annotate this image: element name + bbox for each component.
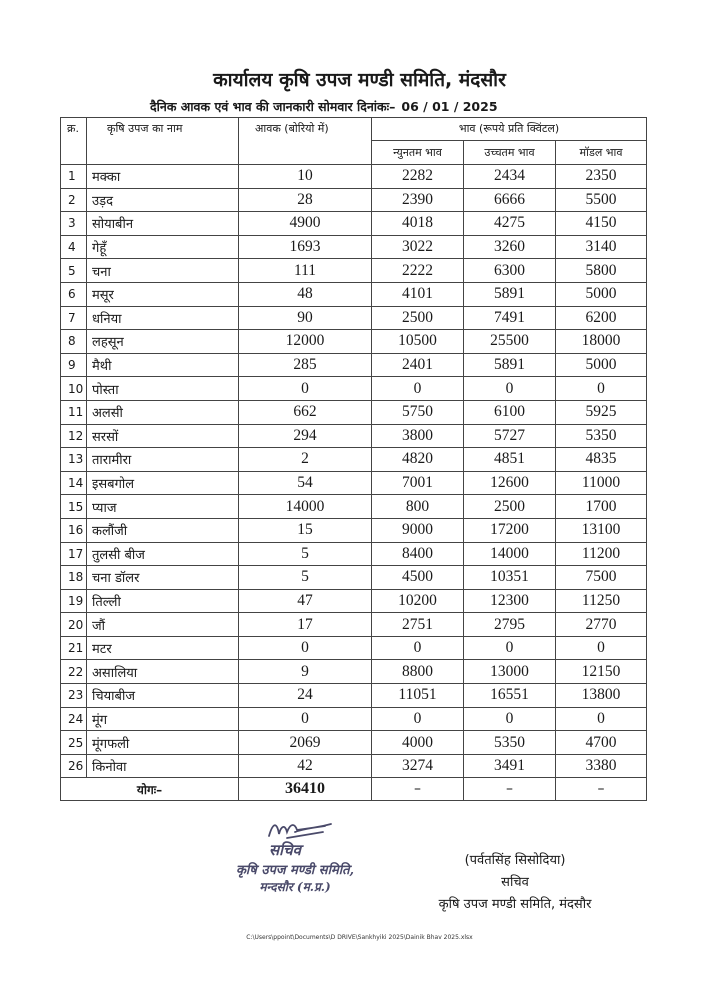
total-row — [61, 778, 647, 801]
cell-max-price: 7491 — [464, 306, 556, 330]
cell-modal-price: 5800 — [556, 259, 647, 283]
cell-modal-price: 13100 — [556, 518, 647, 542]
cell-crop-name: किनोवा — [87, 754, 239, 778]
table-row — [61, 731, 647, 755]
signatory-name: (पर्वतसिंह सिसोदिया) — [464, 853, 566, 868]
total-max: – — [464, 778, 556, 801]
cell-crop-name: गेहूँ — [87, 235, 239, 259]
cell-max-price: 10351 — [464, 566, 556, 590]
cell-modal-price: 12150 — [556, 660, 647, 684]
cell-modal-price: 3140 — [556, 235, 647, 259]
cell-modal-price: 0 — [556, 377, 647, 401]
cell-max-price: 17200 — [464, 518, 556, 542]
cell-arrival: 1693 — [239, 235, 372, 259]
cell-arrival: 17 — [239, 613, 372, 637]
cell-max-price: 2500 — [464, 495, 556, 519]
cell-min-price: 4000 — [372, 731, 464, 755]
table-row — [61, 613, 647, 637]
cell-modal-price: 5350 — [556, 424, 647, 448]
cell-modal-price: 5925 — [556, 400, 647, 424]
table-row — [61, 448, 647, 472]
cell-min-price: 2222 — [372, 259, 464, 283]
cell-modal-price: 11250 — [556, 589, 647, 613]
cell-modal-price: 6200 — [556, 306, 647, 330]
cell-arrival: 90 — [239, 306, 372, 330]
cell-sno: 25 — [61, 731, 87, 755]
cell-max-price: 2434 — [464, 165, 556, 189]
cell-min-price: 10500 — [372, 330, 464, 354]
cell-min-price: 3800 — [372, 424, 464, 448]
cell-sno: 9 — [61, 353, 87, 377]
cell-arrival: 294 — [239, 424, 372, 448]
cell-min-price: 2751 — [372, 613, 464, 637]
col-header-sno: क्र. — [61, 118, 87, 165]
table-row — [61, 542, 647, 566]
cell-min-price: 4820 — [372, 448, 464, 472]
total-label: योगः– — [61, 778, 239, 801]
cell-max-price: 25500 — [464, 330, 556, 354]
cell-sno: 1 — [61, 165, 87, 189]
cell-sno: 12 — [61, 424, 87, 448]
table-row — [61, 495, 647, 519]
col-header-name: कृषि उपज का नाम — [87, 118, 239, 165]
cell-arrival: 0 — [239, 636, 372, 660]
cell-modal-price: 18000 — [556, 330, 647, 354]
cell-modal-price: 0 — [556, 636, 647, 660]
total-modal: – — [556, 778, 647, 801]
cell-min-price: 0 — [372, 377, 464, 401]
cell-sno: 17 — [61, 542, 87, 566]
cell-max-price: 4851 — [464, 448, 556, 472]
cell-arrival: 9 — [239, 660, 372, 684]
cell-min-price: 8800 — [372, 660, 464, 684]
cell-arrival: 47 — [239, 589, 372, 613]
cell-max-price: 5727 — [464, 424, 556, 448]
cell-max-price: 12300 — [464, 589, 556, 613]
table-row — [61, 306, 647, 330]
signatory-block — [410, 850, 620, 916]
cell-crop-name: तारामीरा — [87, 448, 239, 472]
cell-modal-price: 4150 — [556, 212, 647, 236]
col-header-min: न्युनतम भाव — [372, 141, 464, 165]
stamp-line-2: कृषि उपज मण्डी समिति, — [235, 863, 355, 878]
cell-modal-price: 2350 — [556, 165, 647, 189]
total-min: – — [372, 778, 464, 801]
cell-modal-price: 3380 — [556, 754, 647, 778]
table-row — [61, 377, 647, 401]
cell-modal-price: 11000 — [556, 471, 647, 495]
table-row — [61, 566, 647, 590]
cell-min-price: 5750 — [372, 400, 464, 424]
cell-modal-price: 5000 — [556, 282, 647, 306]
cell-sno: 7 — [61, 306, 87, 330]
cell-arrival: 14000 — [239, 495, 372, 519]
cell-sno: 14 — [61, 471, 87, 495]
cell-sno: 2 — [61, 188, 87, 212]
table-row — [61, 471, 647, 495]
cell-min-price: 2390 — [372, 188, 464, 212]
cell-arrival: 28 — [239, 188, 372, 212]
cell-crop-name: असालिया — [87, 660, 239, 684]
cell-max-price: 12600 — [464, 471, 556, 495]
table-row — [61, 353, 647, 377]
cell-max-price: 5891 — [464, 353, 556, 377]
table-row — [61, 684, 647, 708]
page-title: कार्यालय कृषि उपज मण्डी समिति, मंदसौर — [213, 69, 506, 91]
cell-modal-price: 5000 — [556, 353, 647, 377]
total-arrival: 36410 — [239, 778, 372, 801]
cell-max-price: 14000 — [464, 542, 556, 566]
cell-min-price: 11051 — [372, 684, 464, 708]
table-row — [61, 424, 647, 448]
cell-arrival: 2 — [239, 448, 372, 472]
cell-sno: 11 — [61, 400, 87, 424]
cell-max-price: 0 — [464, 707, 556, 731]
cell-crop-name: चियाबीज — [87, 684, 239, 708]
cell-arrival: 0 — [239, 707, 372, 731]
cell-sno: 5 — [61, 259, 87, 283]
cell-sno: 6 — [61, 282, 87, 306]
cell-sno: 19 — [61, 589, 87, 613]
report-subtitle — [150, 98, 630, 115]
cell-modal-price: 0 — [556, 707, 647, 731]
cell-crop-name: चना — [87, 259, 239, 283]
cell-modal-price: 5500 — [556, 188, 647, 212]
cell-arrival: 0 — [239, 377, 372, 401]
cell-arrival: 5 — [239, 542, 372, 566]
cell-crop-name: प्याज — [87, 495, 239, 519]
cell-arrival: 2069 — [239, 731, 372, 755]
cell-arrival: 54 — [239, 471, 372, 495]
cell-modal-price: 13800 — [556, 684, 647, 708]
cell-min-price: 2500 — [372, 306, 464, 330]
table-row — [61, 707, 647, 731]
cell-crop-name: जौं — [87, 613, 239, 637]
cell-sno: 13 — [61, 448, 87, 472]
cell-arrival: 111 — [239, 259, 372, 283]
cell-arrival: 4900 — [239, 212, 372, 236]
cell-min-price: 8400 — [372, 542, 464, 566]
cell-min-price: 0 — [372, 636, 464, 660]
table-row — [61, 589, 647, 613]
cell-modal-price: 7500 — [556, 566, 647, 590]
cell-sno: 3 — [61, 212, 87, 236]
cell-min-price: 2282 — [372, 165, 464, 189]
cell-min-price: 4101 — [372, 282, 464, 306]
cell-max-price: 6300 — [464, 259, 556, 283]
table-row — [61, 235, 647, 259]
table-row — [61, 754, 647, 778]
cell-modal-price: 4700 — [556, 731, 647, 755]
cell-arrival: 42 — [239, 754, 372, 778]
cell-modal-price: 2770 — [556, 613, 647, 637]
cell-crop-name: मटर — [87, 636, 239, 660]
cell-modal-price: 11200 — [556, 542, 647, 566]
col-header-arrival: आवक (बोरियो में) — [239, 118, 372, 165]
cell-max-price: 4275 — [464, 212, 556, 236]
table-row — [61, 400, 647, 424]
cell-sno: 4 — [61, 235, 87, 259]
cell-max-price: 5891 — [464, 282, 556, 306]
table-row — [61, 188, 647, 212]
cell-crop-name: पोस्ता — [87, 377, 239, 401]
cell-arrival: 48 — [239, 282, 372, 306]
cell-min-price: 4018 — [372, 212, 464, 236]
cell-arrival: 662 — [239, 400, 372, 424]
cell-min-price: 3022 — [372, 235, 464, 259]
stamp-line-3: मन्दसौर (म.प्र.) — [259, 880, 331, 894]
cell-crop-name: लहसून — [87, 330, 239, 354]
table-row — [61, 259, 647, 283]
cell-crop-name: इसबगोल — [87, 471, 239, 495]
cell-crop-name: चना डॉलर — [87, 566, 239, 590]
cell-arrival: 285 — [239, 353, 372, 377]
cell-sno: 21 — [61, 636, 87, 660]
cell-max-price: 0 — [464, 636, 556, 660]
cell-max-price: 0 — [464, 377, 556, 401]
cell-max-price: 13000 — [464, 660, 556, 684]
cell-crop-name: मक्का — [87, 165, 239, 189]
cell-max-price: 3491 — [464, 754, 556, 778]
cell-sno: 10 — [61, 377, 87, 401]
cell-modal-price: 1700 — [556, 495, 647, 519]
cell-arrival: 15 — [239, 518, 372, 542]
cell-max-price: 6666 — [464, 188, 556, 212]
signatory-designation: सचिव — [501, 875, 529, 890]
cell-sno: 15 — [61, 495, 87, 519]
table-row — [61, 212, 647, 236]
cell-modal-price: 4835 — [556, 448, 647, 472]
cell-crop-name: मूंगफली — [87, 731, 239, 755]
cell-sno: 18 — [61, 566, 87, 590]
cell-crop-name: तिल्ली — [87, 589, 239, 613]
mandi-rates-table — [60, 117, 647, 801]
table-row — [61, 165, 647, 189]
table-header-row — [61, 118, 647, 141]
cell-min-price: 800 — [372, 495, 464, 519]
table-row — [61, 636, 647, 660]
report-date: 06 / 01 / 2025 — [401, 99, 498, 114]
cell-min-price: 2401 — [372, 353, 464, 377]
cell-sno: 22 — [61, 660, 87, 684]
cell-min-price: 10200 — [372, 589, 464, 613]
cell-crop-name: उड़द — [87, 188, 239, 212]
table-row — [61, 330, 647, 354]
cell-arrival: 12000 — [239, 330, 372, 354]
cell-max-price: 6100 — [464, 400, 556, 424]
cell-crop-name: धनिया — [87, 306, 239, 330]
cell-min-price: 7001 — [372, 471, 464, 495]
cell-crop-name: कलौंजी — [87, 518, 239, 542]
stamp-line-1: सचिव — [269, 841, 301, 859]
table-row — [61, 660, 647, 684]
col-header-price-group: भाव (रूपये प्रति क्विंटल) — [372, 118, 647, 141]
cell-sno: 23 — [61, 684, 87, 708]
table-body — [61, 165, 647, 778]
cell-min-price: 3274 — [372, 754, 464, 778]
cell-arrival: 10 — [239, 165, 372, 189]
cell-max-price: 16551 — [464, 684, 556, 708]
cell-min-price: 4500 — [372, 566, 464, 590]
cell-min-price: 9000 — [372, 518, 464, 542]
cell-arrival: 5 — [239, 566, 372, 590]
cell-min-price: 0 — [372, 707, 464, 731]
cell-arrival: 24 — [239, 684, 372, 708]
table-row — [61, 518, 647, 542]
subtitle-text: दैनिक आवक एवं भाव की जानकारी सोमवार दिनांकः– — [150, 99, 396, 114]
signatory-office: कृषि उपज मण्डी समिति, मंदसौर — [438, 897, 592, 912]
cell-max-price: 2795 — [464, 613, 556, 637]
cell-max-price: 3260 — [464, 235, 556, 259]
cell-sno: 20 — [61, 613, 87, 637]
cell-crop-name: मूंग — [87, 707, 239, 731]
col-header-modal: मॉडल भाव — [556, 141, 647, 165]
official-stamp — [215, 818, 375, 900]
cell-crop-name: सरसों — [87, 424, 239, 448]
table-row — [61, 282, 647, 306]
cell-sno: 8 — [61, 330, 87, 354]
cell-crop-name: अलसी — [87, 400, 239, 424]
cell-crop-name: सोयाबीन — [87, 212, 239, 236]
cell-crop-name: मैथी — [87, 353, 239, 377]
cell-sno: 26 — [61, 754, 87, 778]
cell-max-price: 5350 — [464, 731, 556, 755]
file-path-footer: C:\Users\ppoint\Documents\D DRIVE\Sankhyiki 2025\Dainik Bhav 2025.xlsx — [246, 934, 473, 941]
cell-crop-name: मसूर — [87, 282, 239, 306]
cell-crop-name: तुलसी बीज — [87, 542, 239, 566]
cell-sno: 16 — [61, 518, 87, 542]
cell-sno: 24 — [61, 707, 87, 731]
col-header-max: उच्चतम भाव — [464, 141, 556, 165]
